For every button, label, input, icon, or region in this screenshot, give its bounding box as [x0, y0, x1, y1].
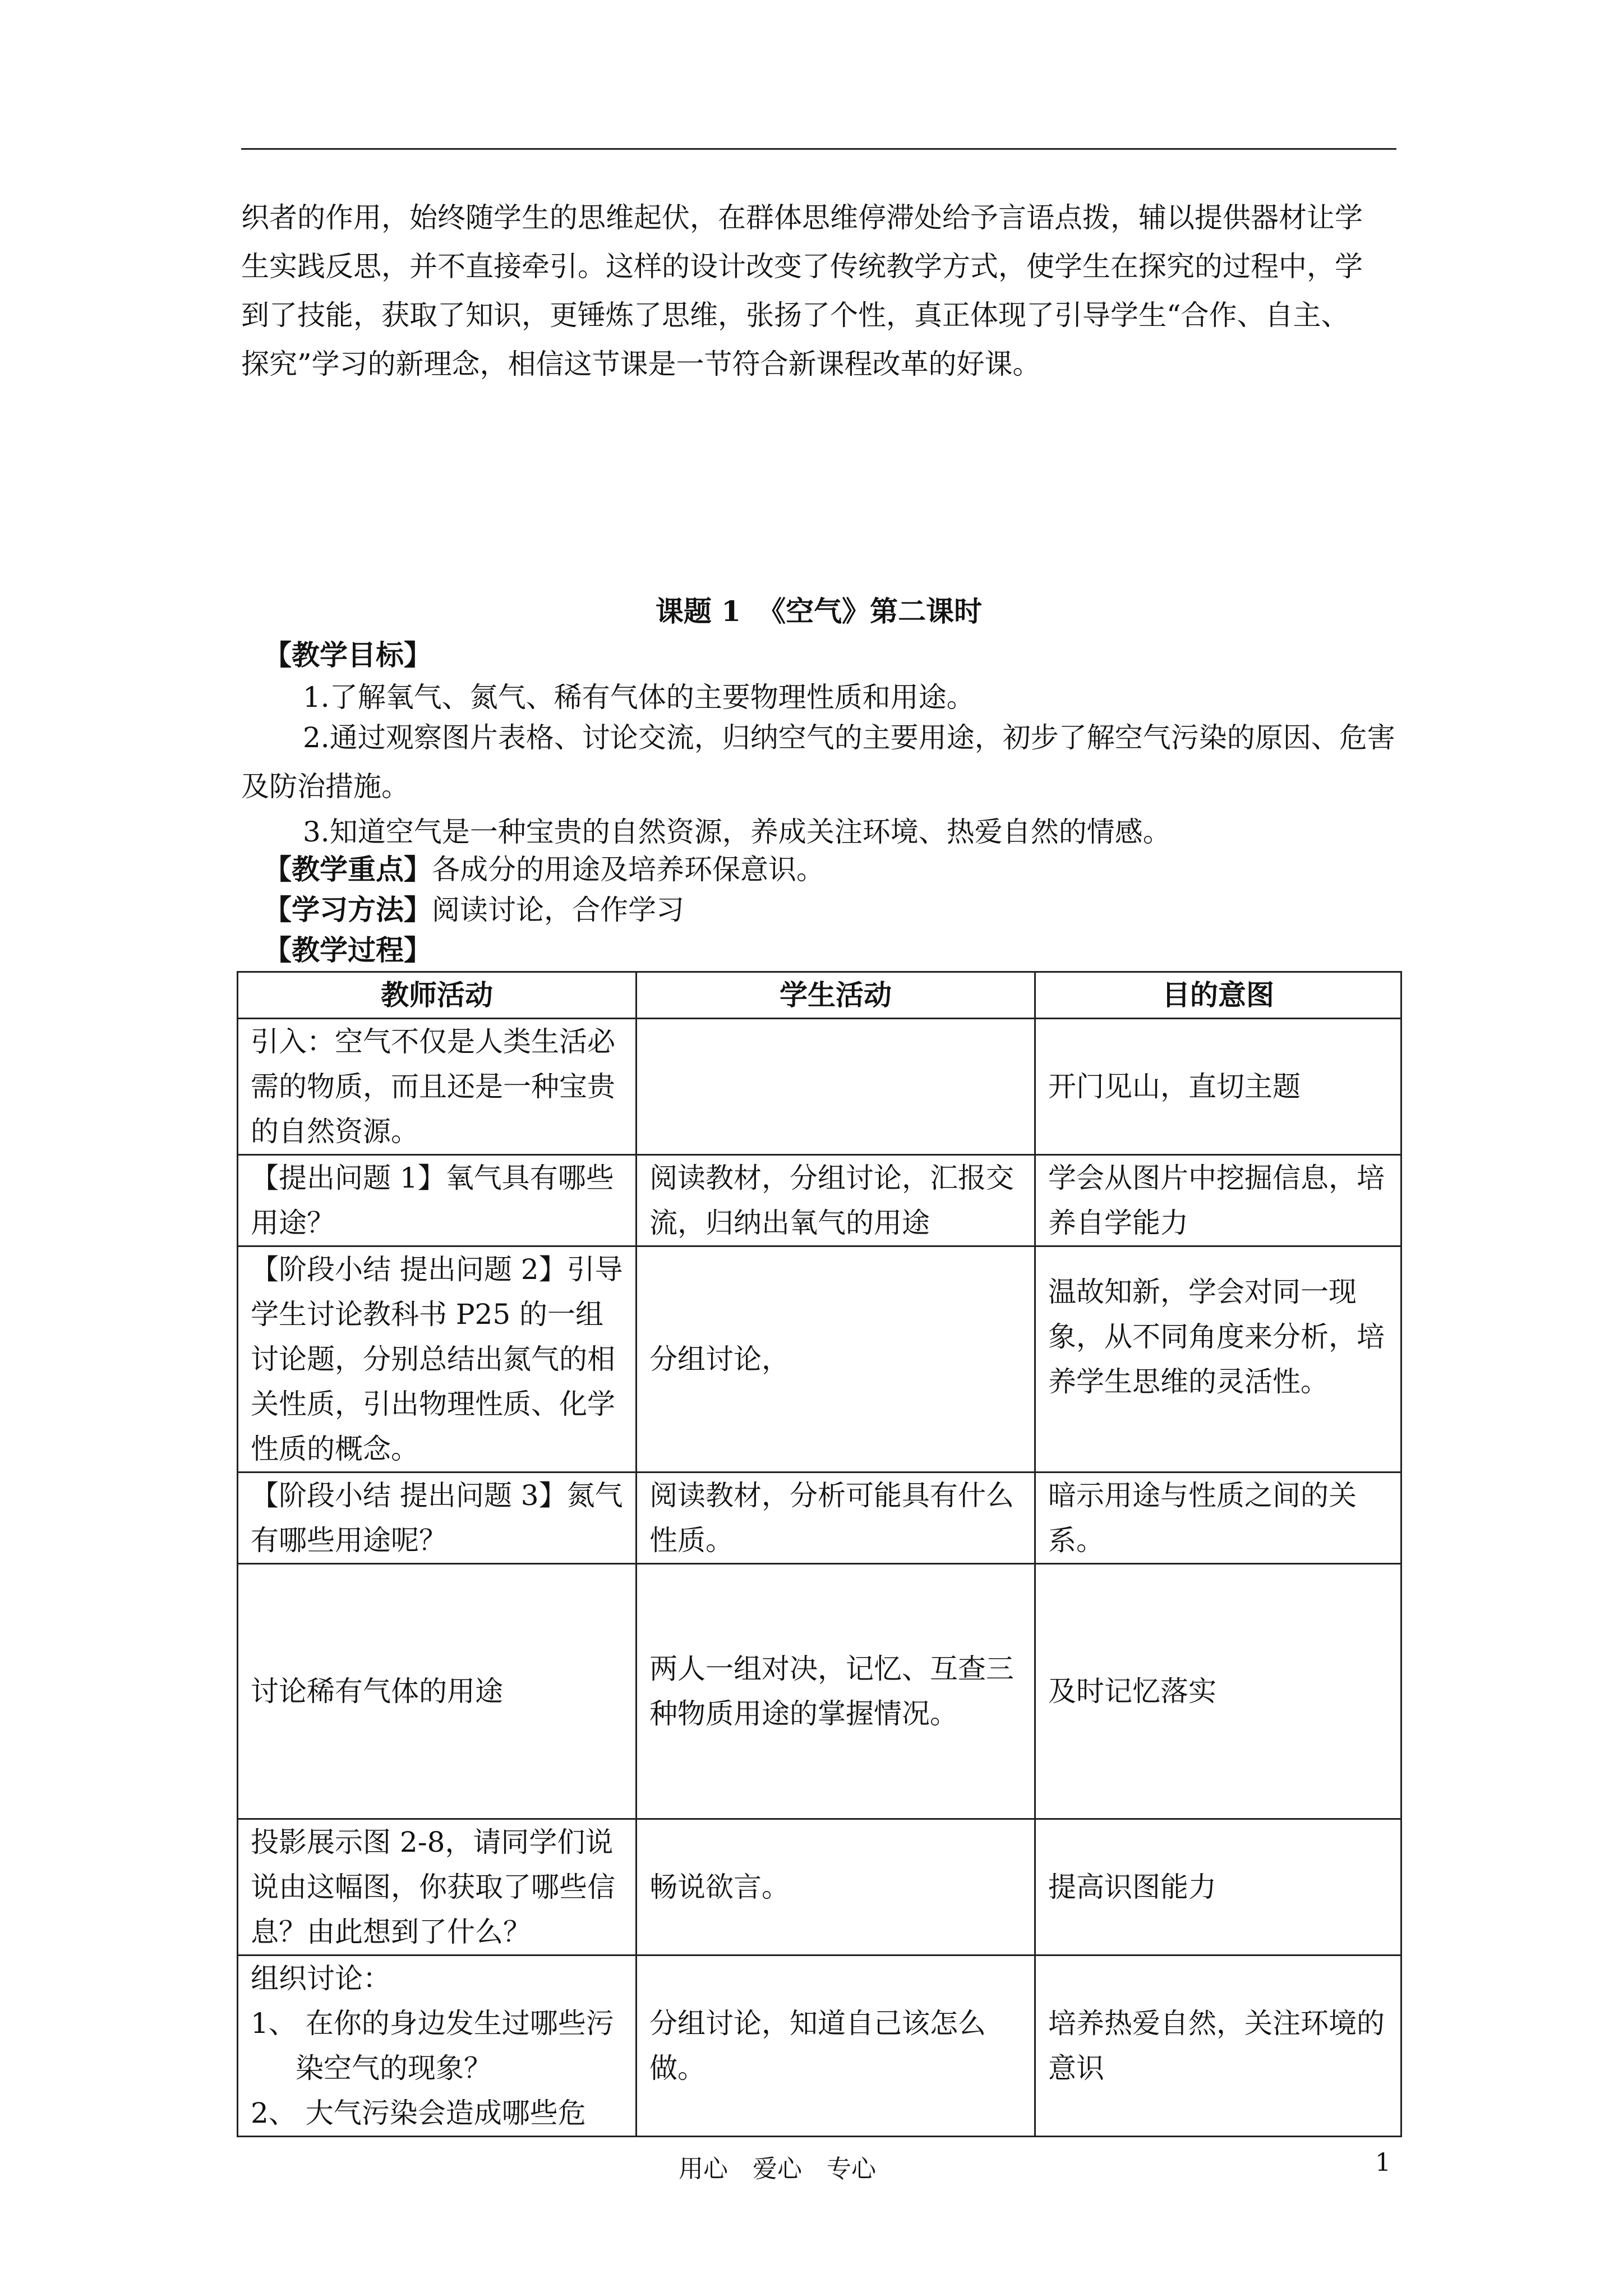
purpose-cell: 培养热爱自然，关注环境的意识: [1035, 1955, 1401, 2137]
student-cell: [637, 1019, 1035, 1155]
objective-item-2: 2.通过观察图片表格、讨论交流，归纳空气的主要用途，初步了解空气污染的原因、危害及防治措施。: [241, 721, 1395, 803]
learning-method: [264, 887, 1396, 932]
purpose-cell: 及时记忆落实: [1035, 1564, 1401, 1819]
intro-line: 织者的作用，始终随学生的思维起伏，在群体思维停滞处给予言语点拨，辅以提供器材让学: [241, 201, 1363, 234]
objective-item-3: 3.知道空气是一种宝贵的自然资源，养成关注环境、热爱自然的情感。: [303, 816, 1171, 848]
table-row: [238, 1155, 1401, 1246]
teacher-cell: 【阶段小结 提出问题 2】引导学生讨论教科书 P25 的一组讨论题，分别总结出氮气的相关性质，引出物理性质、化学性质的概念。: [238, 1246, 637, 1473]
intro-line: 到了技能，获取了知识，更锤炼了思维，张扬了个性，真正体现了引导学生“合作、自主、: [241, 299, 1349, 332]
purpose-cell: 暗示用途与性质之间的关系。: [1035, 1473, 1401, 1564]
lesson-title: [241, 589, 1396, 629]
objectives-heading-text: 【教学目标】: [264, 638, 432, 671]
student-cell: 阅读教材，分组讨论，汇报交流，归纳出氧气的用途: [637, 1155, 1035, 1246]
page-number: 1: [1375, 2148, 1391, 2177]
teacher-cell: [238, 1955, 637, 2137]
method-text: 阅读讨论，合作学习: [432, 894, 684, 926]
student-cell: 阅读教材，分析可能具有什么性质。: [637, 1473, 1035, 1564]
student-cell: 分组讨论，: [637, 1246, 1035, 1473]
objective-item-1: 1.了解氧气、氮气、稀有气体的主要物理性质和用途。: [303, 681, 975, 714]
table-row: [238, 1955, 1401, 2137]
intro-line: 探究”学习的新理念，相信这节课是一节符合新课程改革的好课。: [241, 348, 1041, 380]
column-header: 教师活动: [238, 972, 637, 1019]
discussion-item: 1、 在你的身边发生过哪些污染空气的现象？: [251, 2007, 614, 2085]
purpose-cell: 学会从图片中挖掘信息，培养自学能力: [1035, 1155, 1401, 1246]
student-cell: 分组讨论，知道自己该怎么做。: [637, 1955, 1035, 2137]
key-points-heading: 【教学重点】: [264, 853, 432, 886]
discussion-intro: 组织讨论：: [251, 1962, 391, 1995]
table-row: [238, 1246, 1401, 1473]
lesson-number: 课题 1: [655, 595, 741, 628]
table-header-row: [238, 972, 1401, 1019]
lesson-name: 《空气》第二课时: [758, 595, 983, 628]
header-rule: [241, 148, 1396, 150]
objectives-heading: [264, 633, 1396, 678]
table-row: [238, 1819, 1401, 1955]
footer-motto: 用心 爱心 专心: [679, 2155, 876, 2183]
table-row: [238, 1564, 1401, 1819]
key-points: [264, 847, 1396, 892]
teacher-cell: 【提出问题 1】氧气具有哪些用途？: [238, 1155, 637, 1246]
student-cell: 两人一组对决，记忆、互查三种物质用途的掌握情况。: [637, 1564, 1035, 1819]
teacher-cell: 投影展示图 2-8，请同学们说说由这幅图，你获取了哪些信息？由此想到了什么？: [238, 1819, 637, 1955]
discussion-item: 2、 大气污染会造成哪些危: [251, 2097, 586, 2129]
purpose-cell: 提高识图能力: [1035, 1819, 1401, 1955]
table-row: [238, 1019, 1401, 1155]
process-heading: [264, 928, 1396, 973]
column-header: 学生活动: [637, 972, 1035, 1019]
method-heading: 【学习方法】: [264, 893, 432, 926]
student-cell: 畅说欲言。: [637, 1819, 1035, 1955]
teacher-cell: 讨论稀有气体的用途: [238, 1564, 637, 1819]
intro-line: 生实践反思，并不直接牵引。这样的设计改变了传统教学方式，使学生在探究的过程中，学: [241, 250, 1363, 283]
table-row: [238, 1473, 1401, 1564]
column-header: 目的意图: [1035, 972, 1401, 1019]
teaching-process-table: [237, 971, 1402, 2137]
purpose-cell: 温故知新，学会对同一现象，从不同角度来分析，培养学生思维的灵活性。: [1035, 1246, 1401, 1473]
key-points-text: 各成分的用途及培养环保意识。: [432, 853, 824, 886]
process-heading-text: 【教学过程】: [264, 933, 432, 967]
teacher-cell: 引入：空气不仅是人类生活必需的物质，而且还是一种宝贵的自然资源。: [238, 1019, 637, 1155]
purpose-cell: 开门见山，直切主题: [1035, 1019, 1401, 1155]
intro-paragraph: [241, 194, 1396, 389]
teacher-cell: 【阶段小结 提出问题 3】氮气有哪些用途呢？: [238, 1473, 637, 1564]
